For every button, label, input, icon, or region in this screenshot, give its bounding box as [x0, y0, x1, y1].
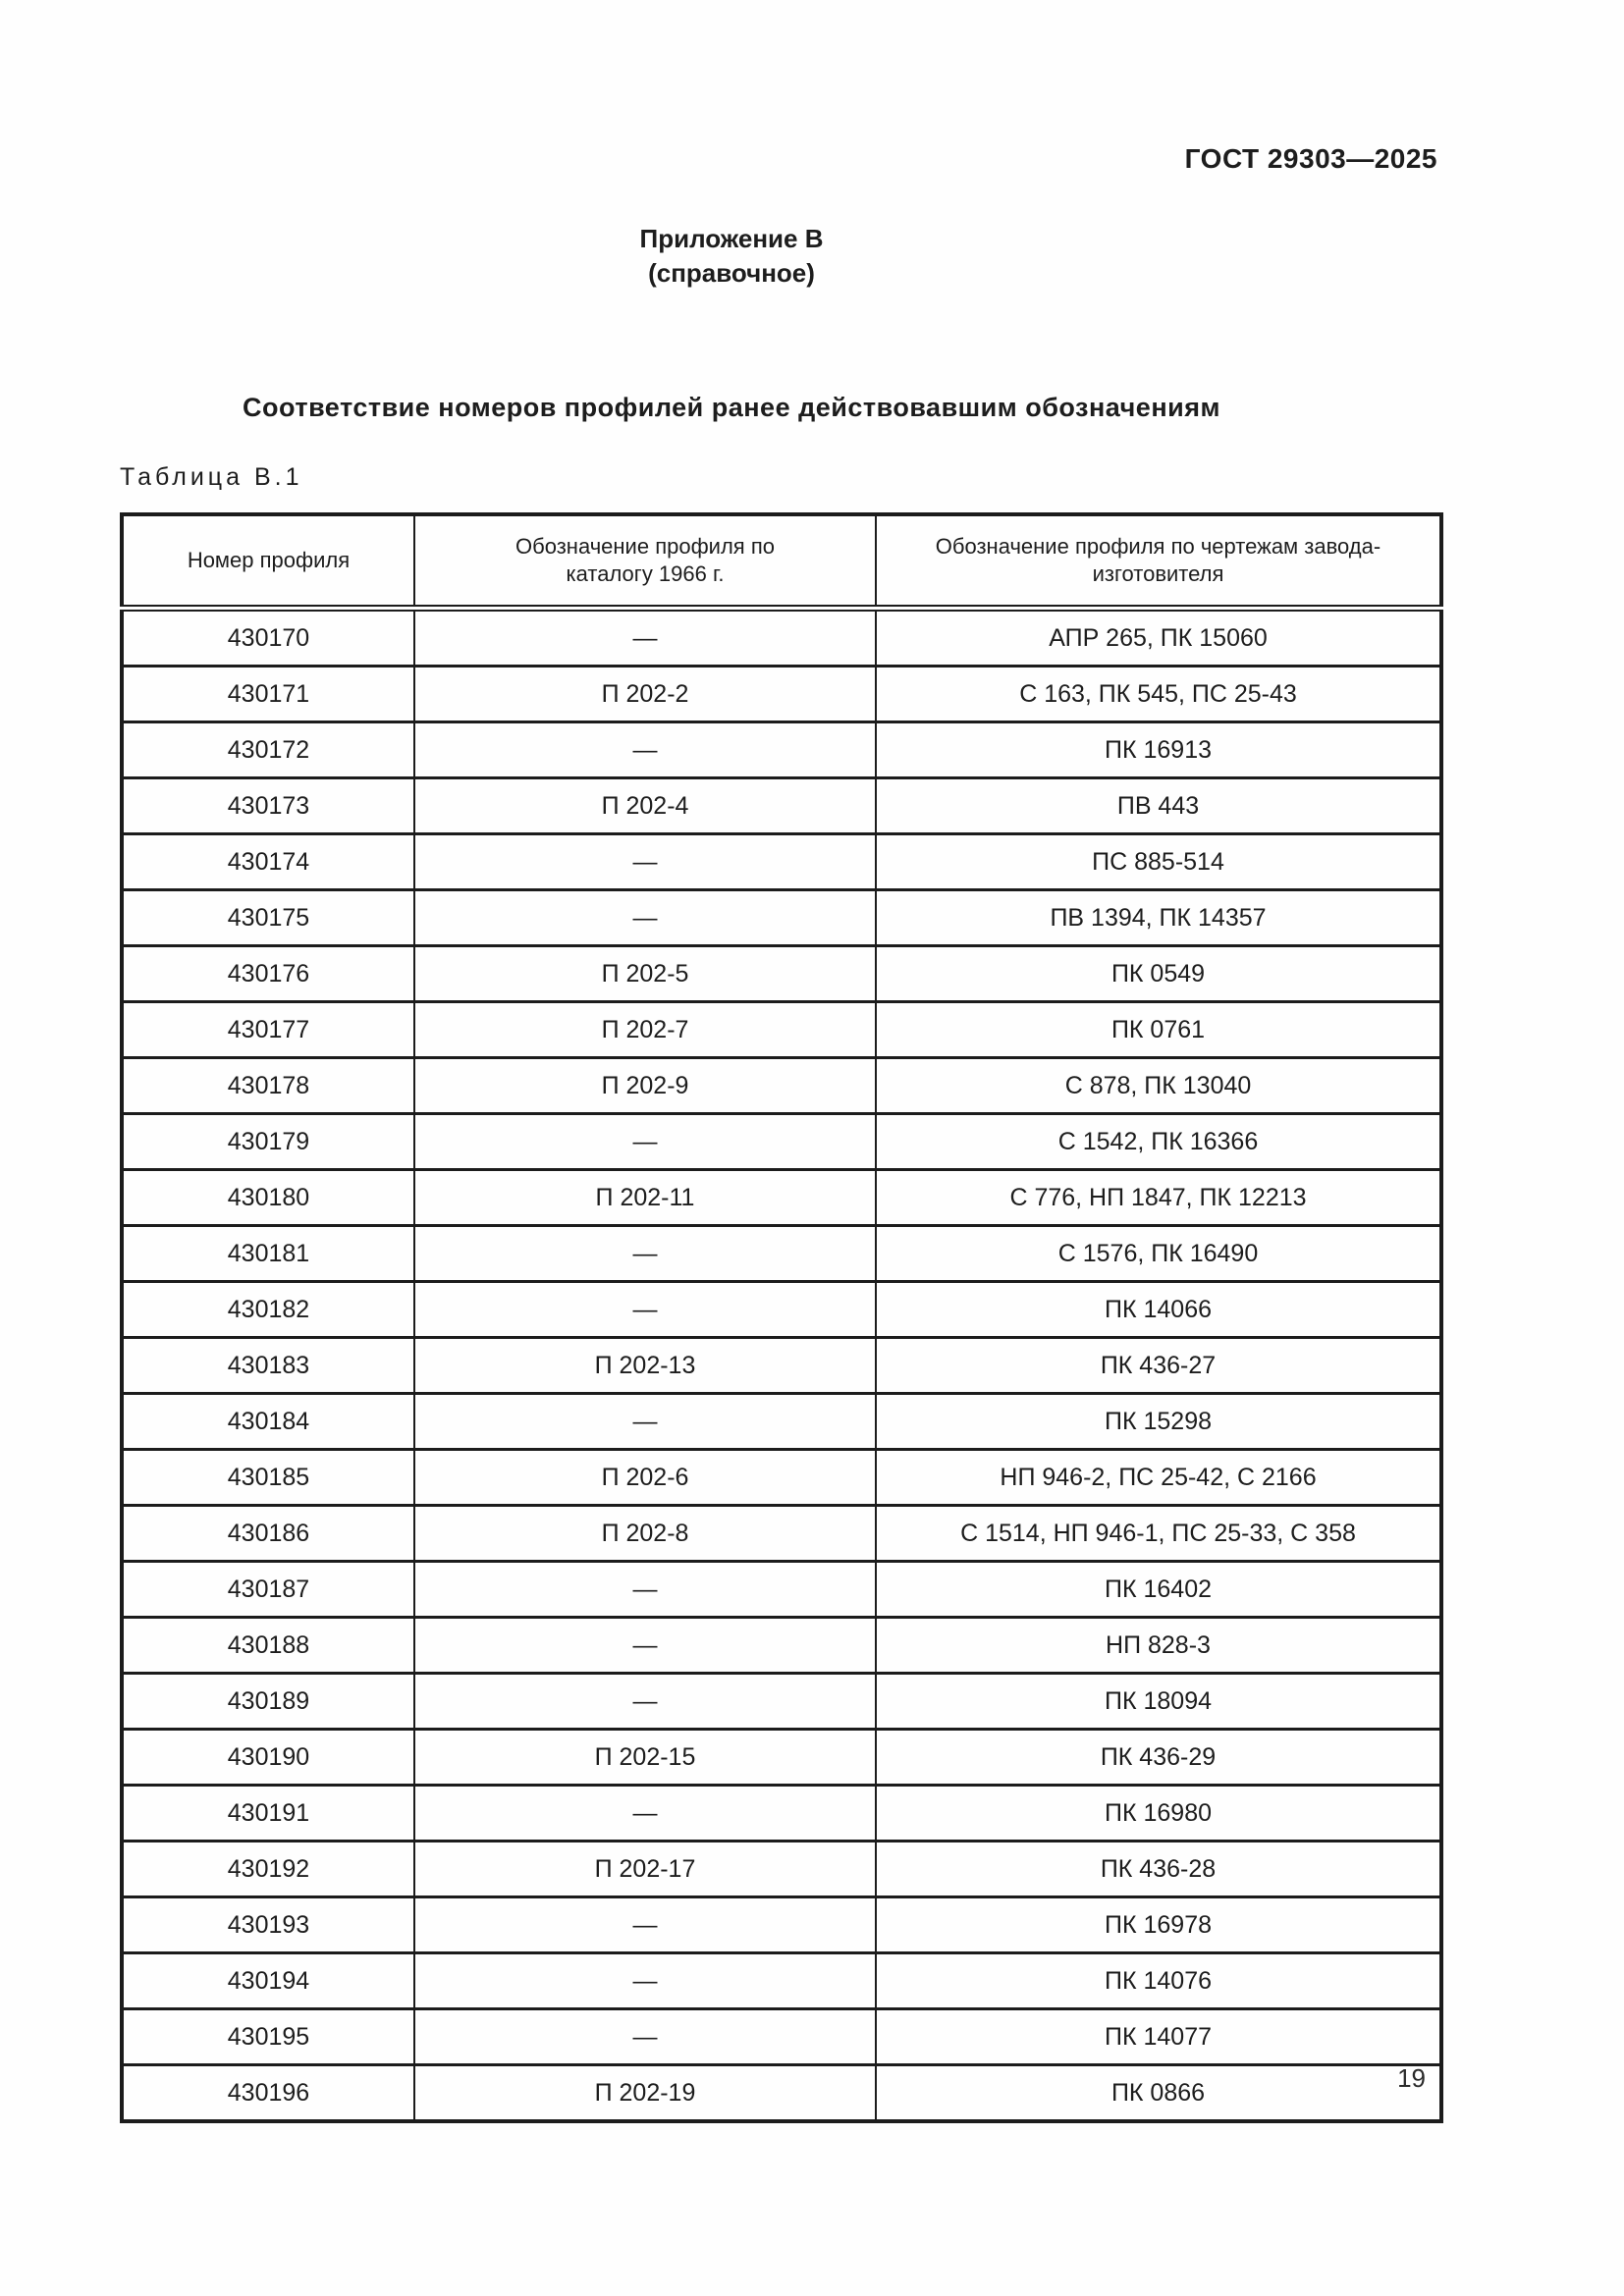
table-row — [122, 1506, 1441, 1562]
profile-number-cell: 430190 — [122, 1730, 414, 1786]
factory-drawing-cell: ПК 15298 — [876, 1394, 1441, 1450]
profile-number-cell: 430178 — [122, 1058, 414, 1114]
profile-number-cell: 430187 — [122, 1562, 414, 1618]
factory-drawing-cell: ПК 16978 — [876, 1897, 1441, 1953]
factory-drawing-cell: ПК 16402 — [876, 1562, 1441, 1618]
profile-number-cell: 430171 — [122, 667, 414, 722]
profile-number-cell: 430174 — [122, 834, 414, 890]
factory-drawing-cell: ПК 0866 — [876, 2065, 1441, 2122]
profile-number-cell: 430170 — [122, 609, 414, 667]
table-row — [122, 778, 1441, 834]
catalog-1966-cell: П 202-19 — [414, 2065, 876, 2122]
factory-drawing-cell: ПК 0761 — [876, 1002, 1441, 1058]
standard-reference: ГОСТ 29303—2025 — [1184, 143, 1437, 174]
table-row — [122, 1674, 1441, 1730]
catalog-1966-cell: — — [414, 722, 876, 778]
catalog-1966-cell: — — [414, 1394, 876, 1450]
table-row — [122, 1618, 1441, 1674]
profile-number-cell: 430189 — [122, 1674, 414, 1730]
profile-number-cell: 430194 — [122, 1953, 414, 2009]
table-body — [122, 609, 1441, 2122]
profile-number-cell: 430192 — [122, 1842, 414, 1897]
profile-number-cell: 430176 — [122, 946, 414, 1002]
catalog-1966-cell: — — [414, 1282, 876, 1338]
factory-drawing-cell: АПР 265, ПК 15060 — [876, 609, 1441, 667]
factory-drawing-cell: ПК 18094 — [876, 1674, 1441, 1730]
factory-drawing-cell: С 1576, ПК 16490 — [876, 1226, 1441, 1282]
factory-drawing-cell: С 776, НП 1847, ПК 12213 — [876, 1170, 1441, 1226]
catalog-1966-cell: П 202-11 — [414, 1170, 876, 1226]
profile-number-cell: 430179 — [122, 1114, 414, 1170]
table-row — [122, 1170, 1441, 1226]
factory-drawing-cell: ПК 436-28 — [876, 1842, 1441, 1897]
profile-number-cell: 430180 — [122, 1170, 414, 1226]
table-row — [122, 722, 1441, 778]
factory-drawing-cell: ПК 14076 — [876, 1953, 1441, 2009]
catalog-1966-cell: — — [414, 1786, 876, 1842]
catalog-1966-cell: П 202-13 — [414, 1338, 876, 1394]
catalog-1966-cell: — — [414, 890, 876, 946]
table-row — [122, 1394, 1441, 1450]
column-header-factory-drawings — [876, 514, 1441, 609]
profile-number-cell: 430191 — [122, 1786, 414, 1842]
factory-drawing-cell: ПК 16913 — [876, 722, 1441, 778]
table-row — [122, 1338, 1441, 1394]
profile-correspondence-table — [120, 512, 1443, 2123]
table-header — [122, 514, 1441, 609]
catalog-1966-cell: П 202-9 — [414, 1058, 876, 1114]
appendix-subtitle: (справочное) — [648, 258, 815, 288]
profile-number-cell: 430173 — [122, 778, 414, 834]
profile-number-cell: 430193 — [122, 1897, 414, 1953]
profile-number-cell: 430172 — [122, 722, 414, 778]
table-row — [122, 1786, 1441, 1842]
table-row — [122, 890, 1441, 946]
table-row — [122, 1897, 1441, 1953]
catalog-1966-cell: П 202-5 — [414, 946, 876, 1002]
table-row — [122, 667, 1441, 722]
table-row — [122, 1953, 1441, 2009]
factory-drawing-cell: С 163, ПК 545, ПС 25-43 — [876, 667, 1441, 722]
catalog-1966-cell: П 202-2 — [414, 667, 876, 722]
factory-drawing-cell: ПК 14077 — [876, 2009, 1441, 2065]
table-row — [122, 1002, 1441, 1058]
table-row — [122, 834, 1441, 890]
section-title: Соответствие номеров профилей ранее действовавшим обозначениям — [243, 393, 1220, 422]
catalog-1966-cell: — — [414, 1618, 876, 1674]
profile-number-cell: 430177 — [122, 1002, 414, 1058]
factory-drawing-cell: НП 828-3 — [876, 1618, 1441, 1674]
catalog-1966-cell: П 202-17 — [414, 1842, 876, 1897]
catalog-1966-cell: П 202-6 — [414, 1450, 876, 1506]
catalog-1966-cell: — — [414, 1674, 876, 1730]
table-row — [122, 609, 1441, 667]
factory-drawing-cell: ПВ 1394, ПК 14357 — [876, 890, 1441, 946]
page-number: 19 — [1397, 2063, 1426, 2093]
table-row — [122, 1058, 1441, 1114]
profile-number-cell: 430181 — [122, 1226, 414, 1282]
catalog-1966-cell: — — [414, 1953, 876, 2009]
profile-number-cell: 430195 — [122, 2009, 414, 2065]
catalog-1966-cell: — — [414, 2009, 876, 2065]
catalog-1966-cell: — — [414, 609, 876, 667]
profile-number-cell: 430188 — [122, 1618, 414, 1674]
factory-drawing-cell: ПВ 443 — [876, 778, 1441, 834]
catalog-1966-cell: П 202-4 — [414, 778, 876, 834]
profile-number-cell: 430184 — [122, 1394, 414, 1450]
table-label: Таблица В.1 — [120, 463, 303, 491]
profile-number-cell: 430182 — [122, 1282, 414, 1338]
table-row — [122, 2065, 1441, 2122]
factory-drawing-cell: ПК 14066 — [876, 1282, 1441, 1338]
factory-drawing-cell: ПК 0549 — [876, 946, 1441, 1002]
profile-number-cell: 430186 — [122, 1506, 414, 1562]
table-row — [122, 1114, 1441, 1170]
factory-drawing-cell: ПС 885-514 — [876, 834, 1441, 890]
catalog-1966-cell: — — [414, 1562, 876, 1618]
profile-number-cell: 430196 — [122, 2065, 414, 2122]
factory-drawing-cell: НП 946-2, ПС 25-42, С 2166 — [876, 1450, 1441, 1506]
profile-number-cell: 430183 — [122, 1338, 414, 1394]
column-header-catalog-1966 — [414, 514, 876, 609]
catalog-1966-cell: — — [414, 834, 876, 890]
catalog-1966-cell: — — [414, 1114, 876, 1170]
catalog-1966-cell: П 202-7 — [414, 1002, 876, 1058]
table-row — [122, 1730, 1441, 1786]
factory-drawing-cell: С 1514, НП 946-1, ПС 25-33, С 358 — [876, 1506, 1441, 1562]
factory-drawing-cell: ПК 436-29 — [876, 1730, 1441, 1786]
column-header-catalog-1966-label: Обозначение профиля по каталогу 1966 г. — [515, 534, 775, 586]
column-header-factory-drawings-label: Обозначение профиля по чертежам завода-изготовителя — [935, 534, 1381, 586]
table-row — [122, 946, 1441, 1002]
appendix-title: Приложение В — [639, 224, 824, 253]
appendix-heading — [0, 222, 1463, 291]
catalog-1966-cell: П 202-15 — [414, 1730, 876, 1786]
column-header-profile-number-label: Номер профиля — [187, 548, 351, 572]
table-row — [122, 1450, 1441, 1506]
profile-number-cell: 430175 — [122, 890, 414, 946]
catalog-1966-cell: — — [414, 1226, 876, 1282]
column-header-profile-number — [122, 514, 414, 609]
table-header-row — [122, 514, 1441, 609]
factory-drawing-cell: С 1542, ПК 16366 — [876, 1114, 1441, 1170]
factory-drawing-cell: С 878, ПК 13040 — [876, 1058, 1441, 1114]
table-row — [122, 1842, 1441, 1897]
table-row — [122, 1562, 1441, 1618]
factory-drawing-cell: ПК 16980 — [876, 1786, 1441, 1842]
factory-drawing-cell: ПК 436-27 — [876, 1338, 1441, 1394]
table-row — [122, 1226, 1441, 1282]
table-row — [122, 2009, 1441, 2065]
catalog-1966-cell: П 202-8 — [414, 1506, 876, 1562]
profile-number-cell: 430185 — [122, 1450, 414, 1506]
catalog-1966-cell: — — [414, 1897, 876, 1953]
table-row — [122, 1282, 1441, 1338]
